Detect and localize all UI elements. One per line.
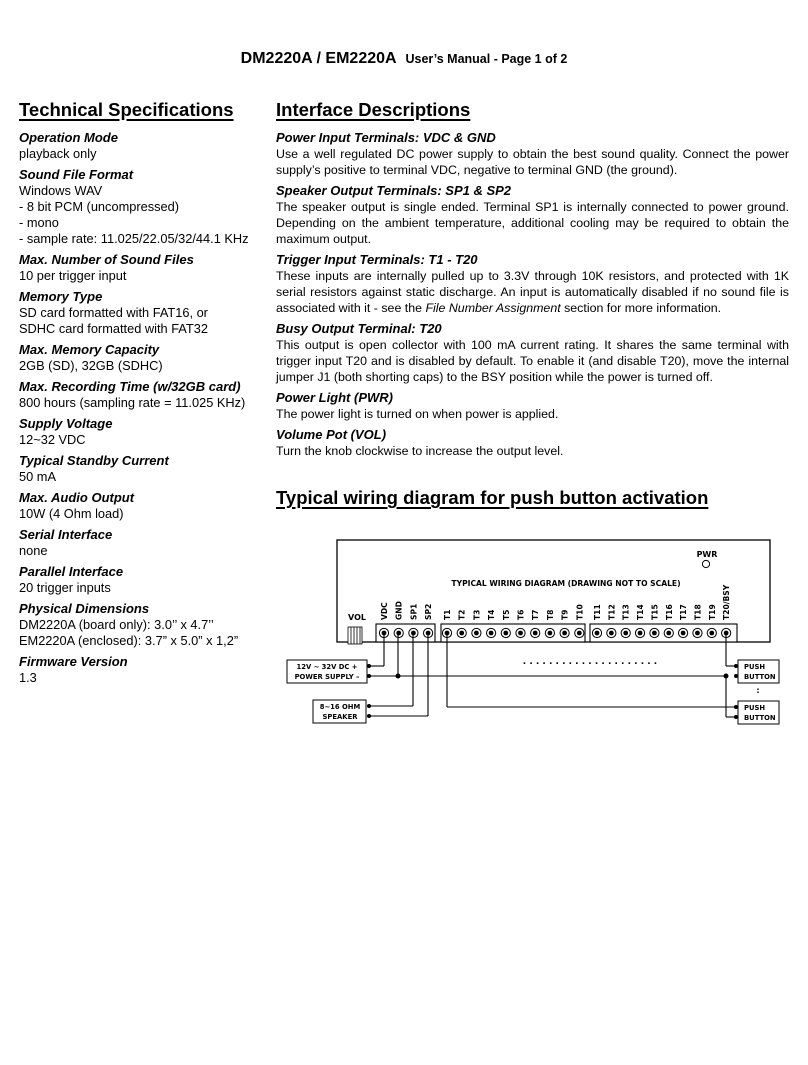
model-name: DM2220A / EM2220A [240,50,397,67]
pwr-led-icon [702,560,709,567]
push-button-bottom-line1: PUSH [744,704,766,712]
spec-value: Windows WAV - 8 bit PCM (uncompressed) - mono - sample rate: 11.025/22.05/32/44.1 KHz [19,183,249,246]
spec-value: playback only [19,146,97,161]
interface-text-part: section for more information. [560,301,722,315]
push-button-top-line2: BUTTON [744,673,776,681]
pwr-label: PWR [696,550,718,559]
vol-label: VOL [348,613,366,622]
trigger-dots: . . . . . . . . . . . . . . . . . . . . . [522,657,658,667]
terminal-label: T5 [501,609,511,620]
interface-label: Power Light (PWR) [276,390,393,405]
terminal-label: T6 [516,609,526,620]
volume-pot-icon[interactable] [348,627,362,644]
spec-label: Serial Interface [19,527,113,542]
speaker-line1: 8~16 OHM [319,703,361,711]
interface-label: Power Input Terminals: VDC & GND [276,130,496,145]
spec-value: SD card formatted with FAT16, or SDHC card formatted with FAT32 [19,305,208,336]
spec-label: Memory Type [19,289,103,304]
diagram-caption: TYPICAL WIRING DIAGRAM (DRAWING NOT TO SCALE) [451,579,681,588]
spec-label: Max. Number of Sound Files [19,252,194,267]
terminal-label: T8 [545,609,555,620]
terminal-label: VDC [380,602,389,620]
screw-terminal[interactable] [592,628,601,637]
screw-terminal[interactable] [607,628,616,637]
terminal-label: T14 [636,604,646,620]
terminal-label: T13 [621,604,631,620]
terminal-label: T4 [487,609,497,620]
screw-terminal[interactable] [531,628,540,637]
spec-value: 20 trigger inputs [19,580,111,595]
spec-label: Max. Memory Capacity [19,342,160,357]
terminal-label: T16 [664,604,674,620]
power-supply-line1: 12V ~ 32V DC + [296,663,358,671]
spec-label: Max. Audio Output [19,490,135,505]
screw-terminal[interactable] [679,628,688,637]
spec-value: 50 mA [19,469,56,484]
terminal-label: T2 [457,609,467,620]
screw-terminal[interactable] [707,628,716,637]
interface-label: Trigger Input Terminals: T1 - T20 [276,252,478,267]
terminal-label: T1 [443,609,452,620]
interface-text: Turn the knob clockwise to increase the output level. [276,444,564,458]
interface-text-part: These inputs are internally pulled up to 3.3V through 10K resistors, and protected with 1K serial resistors against static discharge. An input is automatically disabled if no sound file is associated with it - see the [276,269,789,315]
screw-terminal[interactable] [693,628,702,637]
terminal-label: SP2 [424,603,434,620]
screw-terminal[interactable] [621,628,630,637]
screw-terminal[interactable] [635,628,644,637]
terminal-label: T19 [707,604,717,620]
terminal-label: GND [394,601,404,620]
terminal-label: T11 [593,604,602,620]
page-subtitle: User’s Manual - Page 1 of 2 [405,52,568,66]
screw-terminal[interactable] [650,628,659,637]
spec-value: 10 per trigger input [19,268,127,283]
spec-label: Max. Recording Time (w/32GB card) [19,379,241,394]
terminal-label: T15 [650,604,660,620]
terminal-label: T17 [679,604,689,620]
screw-terminal[interactable] [394,628,403,637]
spec-label: Sound File Format [19,167,134,182]
spec-label: Supply Voltage [19,416,113,431]
screw-terminal[interactable] [516,628,525,637]
interface-text: The speaker output is single ended. Terminal SP1 is internally connected to power ground. Depending on the ambient temperature, additional cooling may be required to obtain the maximum output. [276,200,789,246]
push-button-bottom-line2: BUTTON [744,714,776,722]
spec-value: 1.3 [19,670,37,685]
spec-value: 12~32 VDC [19,432,86,447]
spec-value: 2GB (SD), 32GB (SDHC) [19,358,163,373]
terminal-label: T3 [472,609,482,620]
spec-value: 800 hours (sampling rate = 11.025 KHz) [19,395,246,410]
terminal-label: T12 [607,604,617,620]
screw-terminal[interactable] [487,628,496,637]
screw-terminal[interactable] [575,628,584,637]
screw-terminal[interactable] [664,628,673,637]
spec-value: none [19,543,48,558]
interface-label: Volume Pot (VOL) [276,427,387,442]
specs-heading: Technical Specifications [19,99,234,120]
wiring-heading: Typical wiring diagram for push button activation [276,487,709,508]
wire-junctions [367,664,738,719]
interface-text: This output is open collector with 100 mA current rating. It shares the same terminal with trigger input T20 and is disabled by default. To enable it (and disable T20), move the internal jumper J1 (both shorting caps) to the BSY position while the power is turned off. [276,338,789,384]
interface-text-reference: File Number Assignment [425,301,561,315]
terminal-label: T10 [575,604,585,620]
spec-label: Parallel Interface [19,564,124,579]
spec-label: Physical Dimensions [19,601,150,616]
interface-label: Busy Output Terminal: T20 [276,321,442,336]
screw-terminal[interactable] [501,628,510,637]
speaker-line2: SPEAKER [322,713,358,721]
terminal-label: T9 [560,609,570,620]
screw-terminal[interactable] [560,628,569,637]
spec-label: Operation Mode [19,130,118,145]
spec-value: 10W (4 Ohm load) [19,506,124,521]
interface-label: Speaker Output Terminals: SP1 & SP2 [276,183,512,198]
push-button-top-line1: PUSH [744,663,766,671]
wires [369,633,736,717]
screw-terminal[interactable] [472,628,481,637]
spec-value: DM2220A (board only): 3.0’’ x 4.7’’ EM2220A (enclosed): 3.7” x 5.0” x 1,2” [19,617,239,648]
power-supply-line2: POWER SUPPLY – [294,673,360,681]
screw-terminal[interactable] [457,628,466,637]
terminal-label: SP1 [409,603,419,620]
interface-heading: Interface Descriptions [276,99,471,120]
spec-label: Firmware Version [19,654,128,669]
screw-terminal[interactable] [545,628,554,637]
interface-text: Use a well regulated DC power supply to obtain the best sound quality. Connect the power supply’s positive to terminal VDC, negative to terminal GND (the ground). [276,147,789,177]
spec-label: Typical Standby Current [19,453,169,468]
terminal-label: T18 [693,604,703,620]
buttons-ellipsis: : [756,686,760,695]
terminal-label: T20/BSY [722,584,732,620]
terminal-label: T7 [531,609,541,620]
interface-text: The power light is turned on when power is applied. [276,407,559,421]
